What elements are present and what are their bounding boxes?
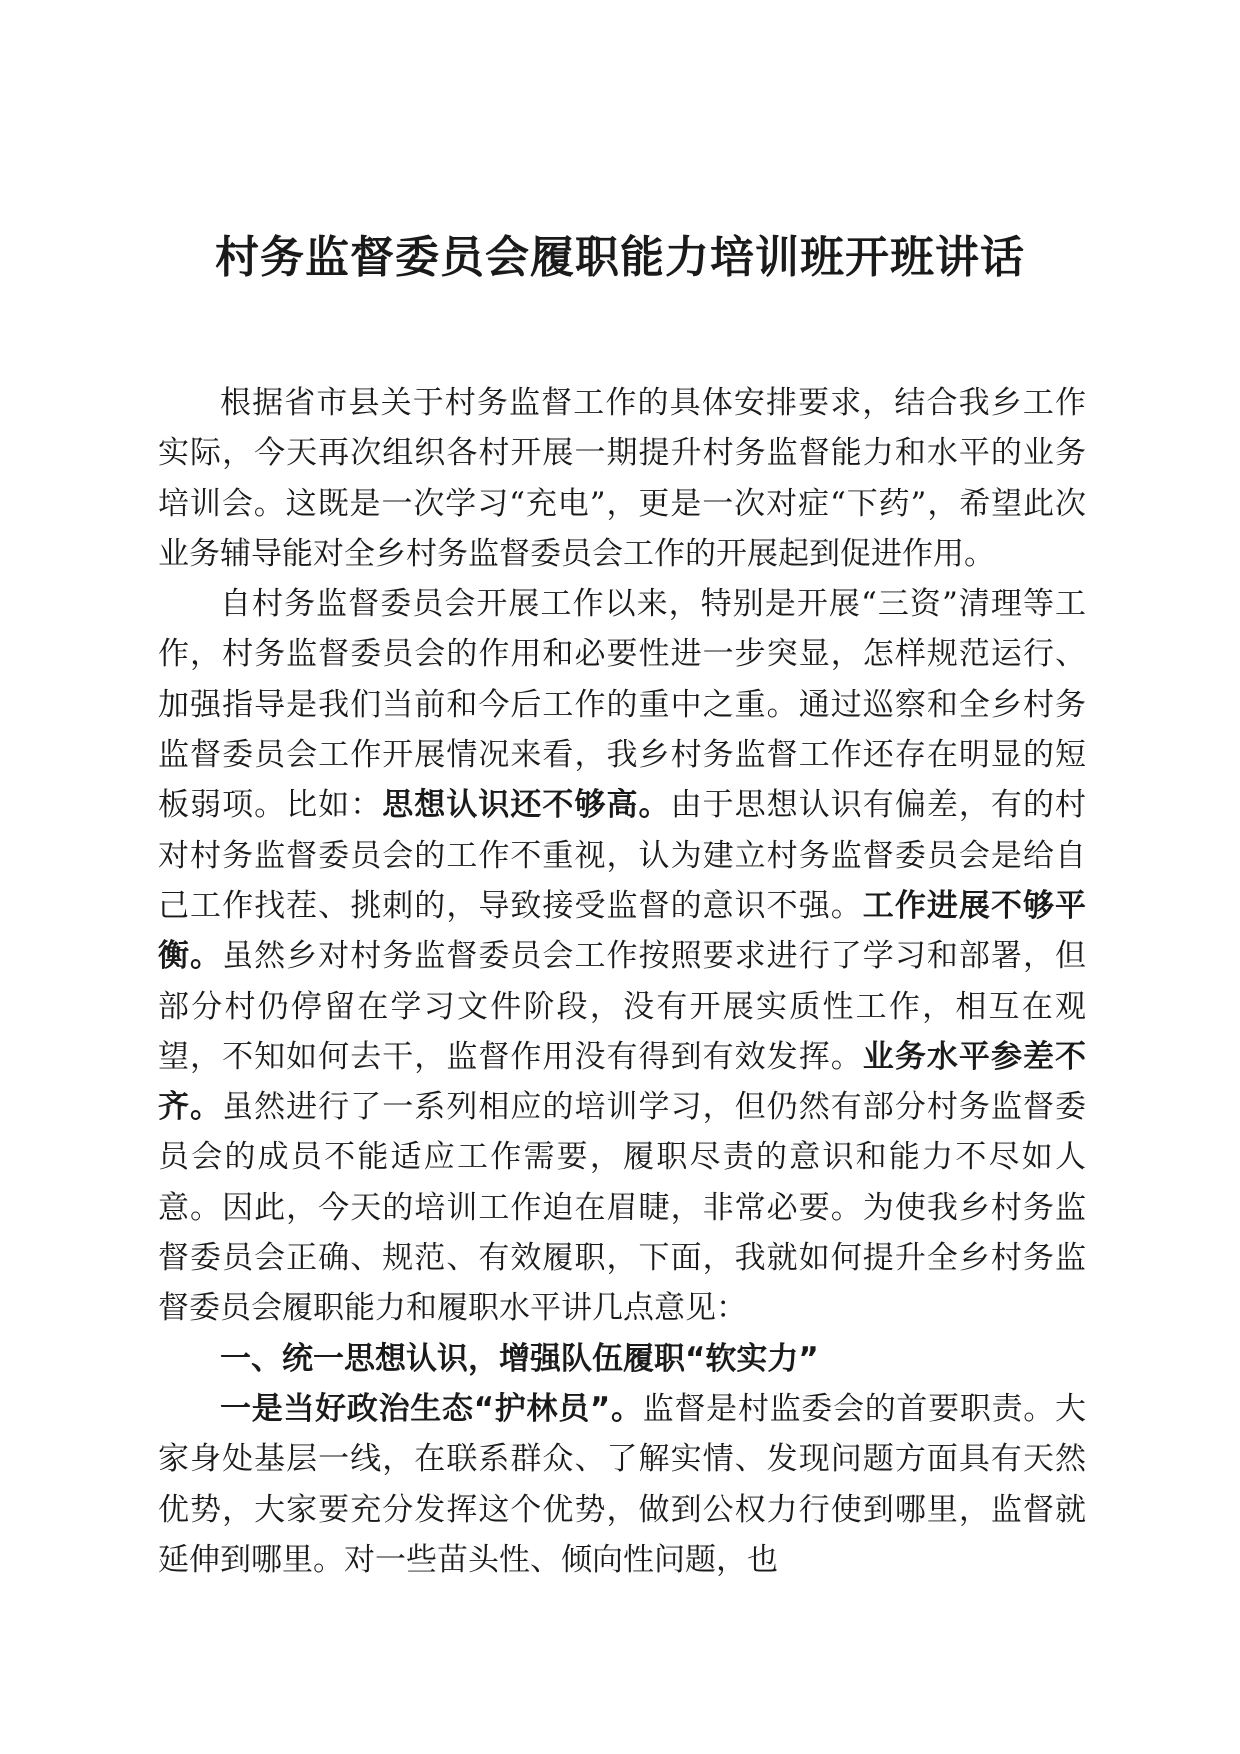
paragraph-text: 虽然乡对村务监督委员会工作按照要求进行了学习和部署，但部分村仍停留在学习文件阶段，没有开展实质性工作，相互在观望，不知如何去干，监督作用没有得到有效发挥。 [158, 938, 1087, 1075]
bold-point-progress: 工作进展不够平衡。 [158, 887, 1087, 975]
paragraph-text: 由于思想认识有偏差，有的村对村务监督委员会的工作不重视，认为建立村务监督委员会是给自己工作找茬、挑刺的，导致接受监督的意识不强。 [158, 787, 1087, 924]
paragraph-section1-point1 [158, 1384, 1086, 1585]
paragraph-text: 自村务监督委员会开展工作以来，特别是开展“三资”清理等工作，村务监督委员会的作用和必要性进一步突显，怎样规范运行、加强指导是我们当前和今后工作的重中之重。通过巡察和全乡村务监督委员会工作开展情况来看，我乡村务监督工作还存在明显的短板弱项。比如： [158, 586, 1086, 824]
bold-point-forest-keeper: 一是当好政治生态“护林员”。 [220, 1390, 643, 1427]
section-heading-1: 一、统一思想认识，增强队伍履职“软实力” [220, 1340, 819, 1377]
bold-point-thinking: 思想认识还不够高。 [382, 787, 671, 824]
paragraph-text: 监督是村监委会的首要职责。大家身处基层一线，在联系群众、了解实情、发现问题方面具有天然优势，大家要充分发挥这个优势，做到公权力行使到哪里，监督就延伸到哪里。对一些苗头性、倾向性问题，也 [158, 1390, 1087, 1578]
document-body [158, 378, 1086, 1585]
paragraph-intro: 根据省市县关于村务监督工作的具体安排要求，结合我乡工作实际，今天再次组织各村开展一期提升村务监督能力和水平的业务培训会。这既是一次学习“充电”，更是一次对症“下药”，希望此次业务辅导能对全乡村务监督委员会工作的开展起到促进作用。 [158, 385, 1086, 572]
paragraph-text: 虽然进行了一系列相应的培训学习，但仍然有部分村务监督委员会的成员不能适应工作需要，履职尽责的意识和能力不尽如人意。因此，今天的培训工作迫在眉睫，非常必要。为使我乡村务监督委员会正确、规范、有效履职，下面，我就如何提升全乡村务监督委员会履职能力和履职水平讲几点意见： [158, 1089, 1087, 1327]
bold-point-skill: 业务水平参差不齐。 [158, 1038, 1087, 1126]
paragraph-problems [158, 579, 1086, 1333]
document-title: 村务监督委员会履职能力培训班开班讲话 [215, 232, 1025, 283]
